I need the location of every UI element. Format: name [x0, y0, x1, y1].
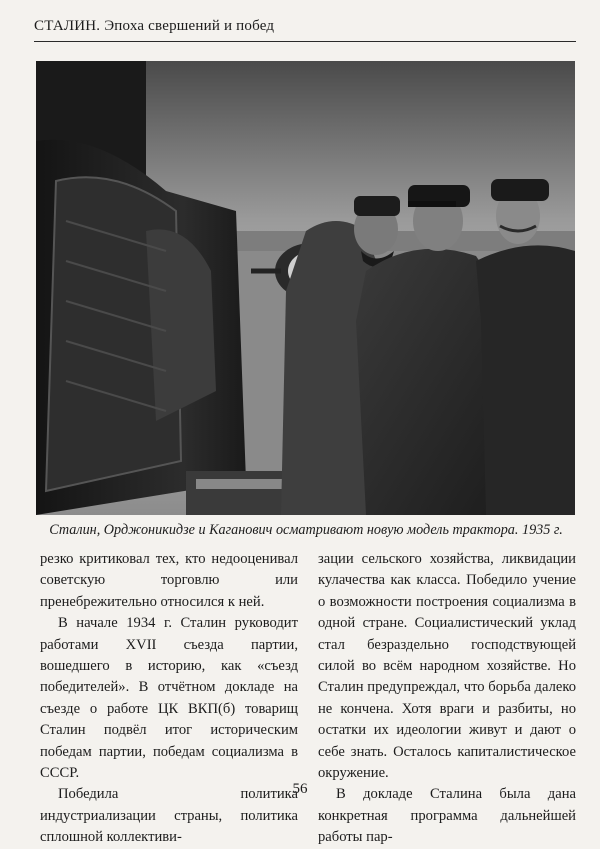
page-number: 56: [292, 781, 308, 797]
historical-photo: [36, 61, 575, 515]
paragraph: В докладе Сталина была дана конкретная программа дальнейшей работы пар-: [318, 786, 576, 846]
paragraph: резко критиковал тех, кто недооценивал советскую торговлю или пренебрежительно относился к ней.: [40, 551, 298, 610]
photo-caption: Сталин, Орджоникидзе и Каганович осматривают новую модель трактора. 1935 г.: [49, 522, 563, 538]
paragraph: зации сельского хозяйства, ликвидации кулачества как класса. Победило учение о возможности построения социализма в одной стране. Социалистический уклад стал безраздельно господствующей силой во всём народном хозяйстве. Но Сталин предупреждал, что борьба далеко не кончена. Хотя враги и разбиты, но остатки их идеологии живут и дают о себе знать. Осталось капиталистическое окружение.: [318, 551, 576, 782]
text-column-right: [318, 549, 576, 849]
running-header: СТАЛИН. Эпоха свершений и побед: [34, 18, 275, 34]
paragraph: Победила политика индустриализации страны, политика сплошной коллективи-: [40, 786, 298, 846]
text-column-left: [40, 549, 298, 849]
paragraph: В начале 1934 г. Сталин руководит работами XVII съезда партии, вошедшего в историю, как «съезд победителей». В отчётном докладе на съезде о работе ЦК ВКП(б) товарищ Сталин подвёл итог историческим победам партии, победам социализма в СССР.: [40, 615, 298, 782]
header-rule: [34, 41, 576, 42]
